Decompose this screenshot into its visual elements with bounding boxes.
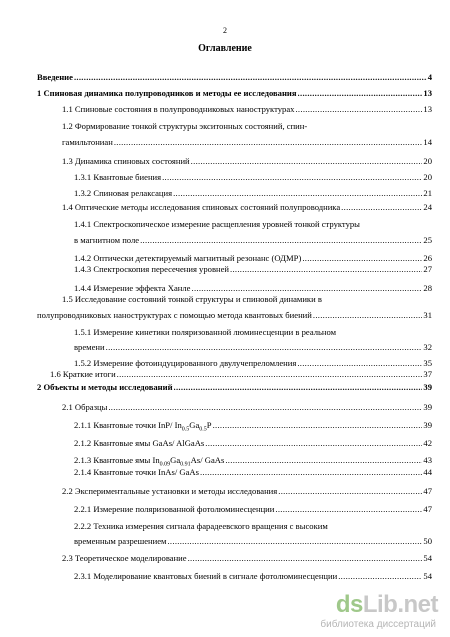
toc-entry[interactable] bbox=[74, 467, 432, 477]
dot-leader bbox=[297, 358, 422, 368]
toc-entry-page: 26 bbox=[423, 253, 432, 263]
dot-leader bbox=[341, 202, 422, 212]
toc-entry-title: 2 Объекты и методы исследований bbox=[37, 382, 173, 392]
toc-entry-title: 1.4.2 Оптически детектируемый магнитный резонанс (ОДМР) bbox=[74, 253, 302, 263]
toc-entry[interactable] bbox=[50, 369, 432, 379]
dot-leader bbox=[230, 264, 422, 274]
toc-entry-page: 28 bbox=[423, 283, 432, 293]
toc-entry-line1: 1.2 Формирование тонкой структуры экситонных состояний, спин- bbox=[62, 121, 308, 131]
toc-entry-page: 47 bbox=[423, 504, 432, 514]
toc-entry-page: 39 bbox=[423, 402, 432, 412]
toc-entry[interactable] bbox=[37, 72, 432, 82]
toc-entry-title: 1.6 Краткие итоги bbox=[50, 369, 116, 379]
toc-entry-page: 13 bbox=[423, 104, 432, 114]
toc-entry-title: времени bbox=[74, 342, 105, 352]
toc-entry-line1: 1.5 Исследование состояний тонкой структуры и спиновой динамики в bbox=[62, 294, 322, 304]
toc-entry-title: 2.1.3 Квантовые ямы $In_{0.09}Ga_{0.91}As/$ GaAs bbox=[74, 455, 225, 468]
toc-entry-line1: 1.5.1 Измерение кинетики поляризованной люминесценции в реальном bbox=[74, 327, 337, 337]
toc-entry[interactable] bbox=[74, 264, 432, 274]
toc-entry-page: 27 bbox=[423, 264, 432, 274]
watermark bbox=[298, 591, 438, 631]
toc-entry-title: 1.3 Динамика спиновых состояний bbox=[62, 156, 190, 166]
dot-leader bbox=[162, 172, 422, 182]
dot-leader bbox=[174, 382, 423, 392]
toc-entry-page: 54 bbox=[423, 571, 432, 581]
toc-entry-title: 1.3.2 Спиновая релаксация bbox=[74, 188, 173, 198]
dot-leader bbox=[140, 235, 422, 245]
toc-entry[interactable] bbox=[37, 382, 432, 392]
toc-entry[interactable] bbox=[74, 283, 432, 293]
dot-leader bbox=[200, 467, 422, 477]
toc-entry[interactable] bbox=[74, 358, 432, 368]
dot-leader bbox=[173, 188, 422, 198]
toc-entry[interactable] bbox=[74, 188, 432, 198]
toc-entry-page: 37 bbox=[423, 369, 432, 379]
toc-entry-page: 20 bbox=[423, 156, 432, 166]
toc-entry-title: 1.3.1 Квантовые биения bbox=[74, 172, 162, 182]
dot-leader bbox=[275, 504, 422, 514]
dot-leader bbox=[205, 438, 422, 448]
toc-entry-page: 39 bbox=[423, 420, 432, 430]
toc-entry-title: 2.1 Образцы bbox=[62, 402, 108, 412]
toc-entry-title: 2.1.2 Квантовые ямы GaAs/ AlGaAs bbox=[74, 438, 205, 448]
toc-entry-title: 1.5.2 Измерение фотоиндуцированного двулучепреломления bbox=[74, 358, 297, 368]
dot-leader bbox=[225, 455, 422, 465]
toc-entry-title: Введение bbox=[37, 72, 73, 82]
toc-entry-page: 44 bbox=[423, 467, 432, 477]
toc-entry-page: 31 bbox=[423, 310, 432, 320]
dot-leader bbox=[213, 420, 423, 430]
toc-entry-page: 35 bbox=[423, 358, 432, 368]
dot-leader bbox=[313, 310, 423, 320]
toc-entry-title: гамильтониан bbox=[62, 137, 113, 147]
toc-entry[interactable] bbox=[74, 172, 432, 182]
toc-entry-page: 39 bbox=[423, 382, 432, 392]
toc-entry[interactable] bbox=[62, 156, 432, 166]
toc-entry-page: 32 bbox=[423, 342, 432, 352]
toc-entry-title: 2.3 Теоретическое моделирование bbox=[62, 553, 187, 563]
toc-entry-title: 1 Спиновая динамика полупроводников и методы ее исследования bbox=[37, 88, 297, 98]
toc-title: Оглавление bbox=[198, 43, 252, 54]
toc-entry-title: 2.1.4 Квантовые точки InAs/ GaAs bbox=[74, 467, 199, 477]
dot-leader bbox=[167, 536, 422, 546]
page-number: 2 bbox=[223, 26, 227, 35]
toc-entry-page: 20 bbox=[423, 172, 432, 182]
dot-leader bbox=[108, 402, 422, 412]
toc-entry[interactable] bbox=[74, 504, 432, 514]
dot-leader bbox=[338, 571, 422, 581]
watermark-logo bbox=[336, 591, 438, 619]
toc-entry-page: 42 bbox=[423, 438, 432, 448]
dot-leader bbox=[191, 156, 423, 166]
toc-entry-title: 1.4.3 Спектроскопия пересечения уровней bbox=[74, 264, 230, 274]
toc-entry[interactable] bbox=[74, 571, 432, 581]
toc-entry-title: 1.4 Оптические методы исследования спиновых состояний полупроводника bbox=[62, 202, 341, 212]
toc-entry-title: 2.1.1 Квантовые точки InP/ $In_{0.5}Ga_{0.5}P$ bbox=[74, 420, 212, 433]
toc-entry-page: 21 bbox=[423, 188, 432, 198]
toc-entry-line1: 1.4.1 Спектроскопическое измерение расщепления уровней тонкой структуры bbox=[74, 219, 360, 229]
toc-entry-title: 2.2 Экспериментальные установки и методы исследования bbox=[62, 486, 278, 496]
toc-entry[interactable] bbox=[74, 342, 432, 352]
toc-entry-page: 50 bbox=[423, 536, 432, 546]
dot-leader bbox=[188, 553, 423, 563]
toc-entry-title: 2.3.1 Моделирование квантовых биений в сигнале фотолюминесценции bbox=[74, 571, 338, 581]
toc-entry[interactable] bbox=[74, 235, 432, 245]
toc-entry[interactable] bbox=[62, 486, 432, 496]
toc-entry[interactable] bbox=[74, 253, 432, 263]
dot-leader bbox=[298, 88, 423, 98]
toc-entry[interactable] bbox=[62, 202, 432, 212]
toc-entry[interactable] bbox=[62, 137, 432, 147]
dot-leader bbox=[117, 369, 423, 379]
toc-entry-title: 1.4.4 Измерение эффекта Ханле bbox=[74, 283, 191, 293]
toc-entry[interactable] bbox=[37, 88, 432, 98]
toc-entry-page: 25 bbox=[423, 235, 432, 245]
watermark-subtitle: библиотека диссертаций bbox=[320, 619, 436, 630]
dot-leader bbox=[106, 342, 423, 352]
toc-entry-page: 47 bbox=[423, 486, 432, 496]
toc-entry-title: 2.2.1 Измерение поляризованной фотолюминесценции bbox=[74, 504, 275, 514]
toc-entry[interactable] bbox=[74, 536, 432, 546]
toc-entry-page: 54 bbox=[423, 553, 432, 563]
dot-leader bbox=[114, 137, 423, 147]
toc-entry[interactable] bbox=[37, 310, 432, 320]
dot-leader bbox=[192, 283, 423, 293]
toc-entry[interactable] bbox=[74, 420, 432, 435]
dot-leader bbox=[74, 72, 427, 82]
dot-leader bbox=[295, 104, 422, 114]
toc-entry[interactable] bbox=[62, 553, 432, 563]
toc-entry-title: в магнитном поле bbox=[74, 235, 140, 245]
toc-entry[interactable] bbox=[62, 104, 432, 114]
toc-entry-page: 4 bbox=[427, 72, 432, 82]
watermark-logo-right: Lib.net bbox=[362, 591, 438, 618]
toc-entry-page: 43 bbox=[423, 455, 432, 465]
toc-entry-title: 1.1 Спиновые состояния в полупроводниковых наноструктурах bbox=[62, 104, 295, 114]
toc-entry-page: 14 bbox=[423, 137, 432, 147]
toc-entry-line1: 2.2.2 Техника измерения сигнала фарадеевского вращения с высоким bbox=[74, 521, 328, 531]
toc-entry[interactable] bbox=[62, 402, 432, 412]
toc-entry-title: временным разрешением bbox=[74, 536, 167, 546]
toc-entry-page: 13 bbox=[423, 88, 432, 98]
watermark-logo-left: ds bbox=[335, 591, 363, 618]
toc-entry-page: 24 bbox=[423, 202, 432, 212]
toc-entry[interactable] bbox=[74, 438, 432, 448]
dot-leader bbox=[278, 486, 422, 496]
toc-entry-title: полупроводниковых наноструктурах с помощью метода квантовых биений bbox=[37, 310, 312, 320]
dot-leader bbox=[302, 253, 422, 263]
